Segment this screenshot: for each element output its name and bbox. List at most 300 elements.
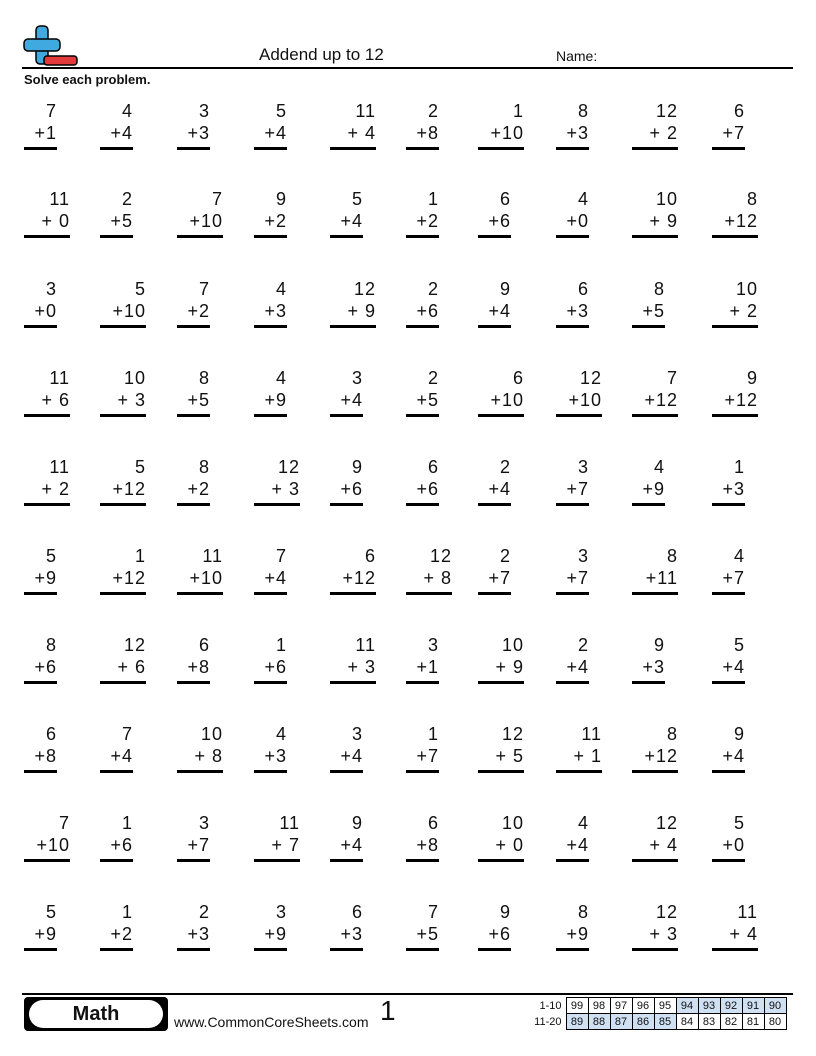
bottom-addend: +4 bbox=[722, 657, 745, 677]
bottom-addend: +11 bbox=[645, 568, 678, 588]
answer-line bbox=[177, 147, 210, 150]
answer-line bbox=[632, 235, 678, 238]
answer-line bbox=[556, 681, 589, 684]
problem bbox=[24, 545, 57, 589]
top-addend: 5 bbox=[45, 546, 57, 566]
score-key-cell: 98 bbox=[588, 998, 610, 1014]
problem bbox=[712, 367, 758, 411]
top-addend: 8 bbox=[198, 457, 210, 477]
answer-line bbox=[177, 235, 223, 238]
problem bbox=[254, 100, 287, 144]
top-addend: 3 bbox=[198, 813, 210, 833]
answer-line bbox=[712, 681, 745, 684]
answer-line bbox=[177, 503, 210, 506]
top-addend: 6 bbox=[577, 279, 589, 299]
answer-line bbox=[24, 147, 57, 150]
answer-line bbox=[24, 592, 57, 595]
problem bbox=[556, 100, 589, 144]
problem bbox=[330, 100, 376, 144]
top-addend: 11 bbox=[49, 368, 70, 388]
answer-line bbox=[254, 592, 287, 595]
problem bbox=[24, 367, 70, 411]
problem bbox=[712, 545, 745, 589]
top-addend: 11 bbox=[202, 546, 223, 566]
top-addend: 12 bbox=[429, 546, 452, 566]
bottom-addend: +6 bbox=[110, 835, 133, 855]
problem bbox=[330, 901, 363, 945]
bottom-addend: +5 bbox=[110, 211, 133, 231]
problem bbox=[100, 367, 146, 411]
top-addend: 8 bbox=[653, 279, 665, 299]
answer-line bbox=[100, 770, 133, 773]
bottom-addend: +6 bbox=[416, 479, 439, 499]
answer-line bbox=[632, 770, 678, 773]
problem bbox=[177, 188, 223, 232]
bottom-addend: +2 bbox=[187, 301, 210, 321]
answer-line bbox=[254, 503, 300, 506]
problem bbox=[406, 188, 439, 232]
top-addend: 2 bbox=[427, 279, 439, 299]
top-addend: 6 bbox=[198, 635, 210, 655]
bottom-addend: +5 bbox=[642, 301, 665, 321]
bottom-addend: +4 bbox=[340, 211, 363, 231]
problem bbox=[406, 723, 439, 767]
bottom-addend: +6 bbox=[416, 301, 439, 321]
problem bbox=[177, 278, 210, 322]
problem bbox=[177, 545, 223, 589]
bottom-addend: +4 bbox=[566, 835, 589, 855]
problem bbox=[100, 456, 146, 500]
problem bbox=[330, 278, 376, 322]
top-addend: 7 bbox=[58, 813, 70, 833]
bottom-addend: +0 bbox=[566, 211, 589, 231]
top-addend: 10 bbox=[123, 368, 146, 388]
bottom-addend: +1 bbox=[416, 657, 439, 677]
top-addend: 2 bbox=[499, 457, 511, 477]
bottom-addend: +3 bbox=[187, 123, 210, 143]
bottom-addend: + 2 bbox=[729, 301, 758, 321]
top-addend: 3 bbox=[45, 279, 57, 299]
score-key-cell: 87 bbox=[610, 1014, 632, 1030]
bottom-addend: +2 bbox=[264, 211, 287, 231]
answer-line bbox=[712, 770, 745, 773]
problem bbox=[556, 545, 589, 589]
problem bbox=[406, 367, 439, 411]
answer-line bbox=[24, 414, 70, 417]
answer-line bbox=[632, 503, 665, 506]
bottom-addend: +8 bbox=[34, 746, 57, 766]
page-number: 1 bbox=[380, 995, 396, 1026]
bottom-addend: + 9 bbox=[495, 657, 524, 677]
answer-line bbox=[712, 147, 745, 150]
bottom-addend: + 7 bbox=[271, 835, 300, 855]
score-key-range: 11-20 bbox=[534, 1015, 562, 1028]
bottom-addend: + 0 bbox=[495, 835, 524, 855]
problem bbox=[254, 634, 287, 678]
top-addend: 10 bbox=[200, 724, 223, 744]
bottom-addend: + 4 bbox=[729, 924, 758, 944]
answer-line bbox=[330, 147, 376, 150]
top-addend: 8 bbox=[577, 902, 589, 922]
problem bbox=[406, 634, 439, 678]
top-addend: 4 bbox=[275, 368, 287, 388]
problem bbox=[24, 278, 57, 322]
problem bbox=[254, 456, 300, 500]
problem bbox=[478, 188, 511, 232]
problem bbox=[254, 545, 287, 589]
top-addend: 8 bbox=[746, 189, 758, 209]
bottom-addend: +7 bbox=[566, 479, 589, 499]
bottom-addend: +5 bbox=[416, 924, 439, 944]
problem bbox=[24, 723, 57, 767]
top-addend: 2 bbox=[577, 635, 589, 655]
top-addend: 11 bbox=[49, 189, 70, 209]
bottom-addend: + 2 bbox=[41, 479, 70, 499]
problem bbox=[712, 901, 758, 945]
answer-line bbox=[632, 325, 665, 328]
answer-line bbox=[556, 414, 602, 417]
top-addend: 3 bbox=[198, 101, 210, 121]
answer-line bbox=[24, 948, 57, 951]
top-addend: 4 bbox=[653, 457, 665, 477]
score-key-cell: 89 bbox=[566, 1014, 588, 1030]
top-addend: 3 bbox=[427, 635, 439, 655]
problem bbox=[24, 634, 57, 678]
answer-line bbox=[24, 859, 70, 862]
problem bbox=[632, 278, 665, 322]
problem bbox=[556, 901, 589, 945]
bottom-addend: +8 bbox=[416, 835, 439, 855]
answer-line bbox=[24, 503, 70, 506]
top-addend: 9 bbox=[351, 457, 363, 477]
top-addend: 6 bbox=[351, 902, 363, 922]
problem bbox=[632, 901, 678, 945]
bottom-addend: +7 bbox=[416, 746, 439, 766]
bottom-addend: + 2 bbox=[649, 123, 678, 143]
top-addend: 5 bbox=[45, 902, 57, 922]
top-addend: 6 bbox=[512, 368, 524, 388]
problem bbox=[556, 367, 602, 411]
top-addend: 1 bbox=[427, 724, 439, 744]
top-addend: 10 bbox=[655, 189, 678, 209]
top-addend: 3 bbox=[275, 902, 287, 922]
problem bbox=[100, 100, 133, 144]
problem bbox=[478, 100, 524, 144]
problem bbox=[177, 100, 210, 144]
problem bbox=[406, 278, 439, 322]
instructions: Solve each problem. bbox=[24, 72, 151, 87]
bottom-addend: +7 bbox=[722, 568, 745, 588]
bottom-addend: +8 bbox=[187, 657, 210, 677]
bottom-addend: +6 bbox=[34, 657, 57, 677]
top-addend: 3 bbox=[351, 368, 363, 388]
problem bbox=[177, 367, 210, 411]
top-addend: 12 bbox=[655, 101, 678, 121]
bottom-addend: +4 bbox=[340, 390, 363, 410]
bottom-addend: + 3 bbox=[117, 390, 146, 410]
answer-line bbox=[632, 414, 678, 417]
answer-line bbox=[712, 235, 758, 238]
problem bbox=[712, 278, 758, 322]
answer-line bbox=[177, 592, 223, 595]
top-addend: 1 bbox=[121, 813, 133, 833]
answer-line bbox=[254, 948, 287, 951]
bottom-addend: +10 bbox=[36, 835, 70, 855]
top-addend: 8 bbox=[666, 546, 678, 566]
answer-line bbox=[406, 147, 439, 150]
bottom-addend: + 3 bbox=[347, 657, 376, 677]
answer-line bbox=[478, 859, 524, 862]
answer-line bbox=[478, 948, 511, 951]
problem bbox=[254, 723, 287, 767]
answer-line bbox=[100, 948, 133, 951]
problem bbox=[712, 812, 745, 856]
problem bbox=[330, 456, 363, 500]
bottom-addend: +7 bbox=[566, 568, 589, 588]
top-addend: 5 bbox=[733, 635, 745, 655]
bottom-addend: +5 bbox=[187, 390, 210, 410]
answer-line bbox=[712, 414, 758, 417]
bottom-addend: +2 bbox=[110, 924, 133, 944]
top-addend: 12 bbox=[655, 902, 678, 922]
answer-line bbox=[100, 859, 133, 862]
answer-line bbox=[330, 859, 363, 862]
bottom-addend: +8 bbox=[416, 123, 439, 143]
problem bbox=[24, 100, 57, 144]
problem bbox=[632, 188, 678, 232]
bottom-addend: + 9 bbox=[649, 211, 678, 231]
top-addend: 6 bbox=[427, 813, 439, 833]
top-addend: 11 bbox=[49, 457, 70, 477]
answer-line bbox=[406, 859, 439, 862]
score-key-cell: 83 bbox=[698, 1014, 720, 1030]
problem bbox=[100, 901, 133, 945]
top-addend: 2 bbox=[121, 189, 133, 209]
answer-line bbox=[632, 592, 678, 595]
top-addend: 1 bbox=[275, 635, 287, 655]
answer-line bbox=[177, 325, 210, 328]
bottom-addend: +4 bbox=[340, 835, 363, 855]
problem bbox=[632, 634, 665, 678]
problem bbox=[632, 723, 678, 767]
bottom-addend: +1 bbox=[34, 123, 57, 143]
bottom-addend: +10 bbox=[112, 301, 146, 321]
answer-line bbox=[712, 503, 745, 506]
top-addend: 9 bbox=[733, 724, 745, 744]
top-addend: 6 bbox=[427, 457, 439, 477]
problem bbox=[556, 634, 589, 678]
answer-line bbox=[556, 325, 589, 328]
bottom-addend: + 3 bbox=[649, 924, 678, 944]
top-addend: 1 bbox=[134, 546, 146, 566]
answer-line bbox=[254, 770, 287, 773]
bottom-addend: +7 bbox=[187, 835, 210, 855]
answer-line bbox=[24, 235, 70, 238]
problem bbox=[478, 367, 524, 411]
problem bbox=[254, 188, 287, 232]
top-addend: 1 bbox=[733, 457, 745, 477]
problem bbox=[556, 723, 602, 767]
problem bbox=[254, 812, 300, 856]
bottom-addend: +7 bbox=[722, 123, 745, 143]
top-addend: 8 bbox=[198, 368, 210, 388]
top-addend: 10 bbox=[501, 635, 524, 655]
bottom-addend: +6 bbox=[264, 657, 287, 677]
score-key-cell: 97 bbox=[610, 998, 632, 1014]
problem bbox=[100, 278, 146, 322]
score-key-cell: 82 bbox=[720, 1014, 742, 1030]
answer-line bbox=[254, 235, 287, 238]
bottom-addend: +4 bbox=[264, 568, 287, 588]
score-key-row bbox=[528, 998, 786, 1014]
problem bbox=[712, 634, 745, 678]
bottom-addend: +4 bbox=[488, 301, 511, 321]
bottom-addend: +10 bbox=[568, 390, 602, 410]
top-addend: 8 bbox=[45, 635, 57, 655]
answer-line bbox=[406, 681, 439, 684]
top-addend: 7 bbox=[211, 189, 223, 209]
bottom-addend: +12 bbox=[112, 568, 146, 588]
answer-line bbox=[556, 147, 589, 150]
problem bbox=[100, 634, 146, 678]
answer-line bbox=[330, 948, 363, 951]
top-addend: 12 bbox=[579, 368, 602, 388]
answer-line bbox=[254, 414, 287, 417]
answer-line bbox=[478, 503, 511, 506]
score-key-cell: 96 bbox=[632, 998, 654, 1014]
bottom-addend: +9 bbox=[34, 568, 57, 588]
problem bbox=[330, 188, 363, 232]
problem bbox=[177, 901, 210, 945]
answer-line bbox=[556, 592, 589, 595]
bottom-addend: +3 bbox=[566, 123, 589, 143]
top-addend: 8 bbox=[666, 724, 678, 744]
problem bbox=[406, 456, 439, 500]
top-addend: 5 bbox=[733, 813, 745, 833]
score-key-cell: 90 bbox=[764, 998, 786, 1014]
bottom-addend: + 9 bbox=[347, 301, 376, 321]
score-key-table bbox=[528, 997, 787, 1030]
top-addend: 5 bbox=[275, 101, 287, 121]
answer-line bbox=[478, 770, 524, 773]
top-addend: 3 bbox=[577, 457, 589, 477]
problem bbox=[24, 456, 70, 500]
answer-line bbox=[406, 235, 439, 238]
problem bbox=[177, 456, 210, 500]
bottom-addend: +5 bbox=[416, 390, 439, 410]
top-addend: 4 bbox=[121, 101, 133, 121]
bottom-addend: +6 bbox=[340, 479, 363, 499]
answer-line bbox=[100, 592, 146, 595]
problem bbox=[712, 188, 758, 232]
answer-line bbox=[478, 592, 511, 595]
answer-line bbox=[100, 503, 146, 506]
top-addend: 9 bbox=[499, 279, 511, 299]
answer-line bbox=[712, 325, 758, 328]
answer-line bbox=[632, 681, 665, 684]
bottom-addend: +6 bbox=[488, 924, 511, 944]
bottom-addend: +7 bbox=[488, 568, 511, 588]
problem bbox=[478, 901, 511, 945]
top-addend: 6 bbox=[733, 101, 745, 121]
top-addend: 2 bbox=[198, 902, 210, 922]
top-addend: 1 bbox=[121, 902, 133, 922]
problem bbox=[254, 278, 287, 322]
top-addend: 1 bbox=[512, 101, 524, 121]
bottom-addend: +10 bbox=[490, 123, 524, 143]
website-label: www.CommonCoreSheets.com bbox=[174, 1014, 369, 1030]
problem bbox=[556, 456, 589, 500]
problem bbox=[556, 278, 589, 322]
bottom-addend: +9 bbox=[642, 479, 665, 499]
answer-line bbox=[254, 681, 287, 684]
answer-line bbox=[330, 235, 363, 238]
bottom-addend: +9 bbox=[264, 924, 287, 944]
top-addend: 3 bbox=[351, 724, 363, 744]
score-key-cell: 85 bbox=[654, 1014, 676, 1030]
bottom-addend: +12 bbox=[724, 211, 758, 231]
answer-line bbox=[100, 414, 146, 417]
answer-line bbox=[712, 948, 758, 951]
bottom-addend: +12 bbox=[342, 568, 376, 588]
top-addend: 11 bbox=[355, 101, 376, 121]
problem bbox=[556, 188, 589, 232]
answer-line bbox=[330, 503, 363, 506]
bottom-addend: + 0 bbox=[41, 211, 70, 231]
problem bbox=[330, 812, 363, 856]
top-addend: 9 bbox=[746, 368, 758, 388]
bottom-addend: +4 bbox=[722, 746, 745, 766]
score-key-cell: 95 bbox=[654, 998, 676, 1014]
score-key-cell: 88 bbox=[588, 1014, 610, 1030]
answer-line bbox=[712, 859, 745, 862]
answer-line bbox=[330, 592, 376, 595]
answer-line bbox=[406, 325, 439, 328]
bottom-addend: + 6 bbox=[117, 657, 146, 677]
answer-line bbox=[556, 770, 602, 773]
score-key-cell: 99 bbox=[566, 998, 588, 1014]
score-key-cell: 80 bbox=[764, 1014, 786, 1030]
problem bbox=[100, 188, 133, 232]
worksheet-title: Addend up to 12 bbox=[259, 45, 384, 64]
bottom-addend: +4 bbox=[110, 746, 133, 766]
answer-line bbox=[254, 325, 287, 328]
answer-line bbox=[177, 681, 210, 684]
problem bbox=[177, 723, 223, 767]
problem bbox=[254, 901, 287, 945]
answer-line bbox=[177, 414, 210, 417]
answer-line bbox=[556, 235, 589, 238]
top-addend: 12 bbox=[123, 635, 146, 655]
answer-line bbox=[406, 948, 439, 951]
bottom-addend: +4 bbox=[566, 657, 589, 677]
answer-line bbox=[254, 859, 300, 862]
answer-line bbox=[406, 503, 439, 506]
name-label: Name: bbox=[556, 48, 598, 64]
answer-line bbox=[632, 147, 678, 150]
top-addend: 4 bbox=[577, 813, 589, 833]
answer-line bbox=[330, 770, 363, 773]
top-addend: 12 bbox=[353, 279, 376, 299]
top-addend: 11 bbox=[737, 902, 758, 922]
answer-line bbox=[478, 147, 524, 150]
score-key-cell: 92 bbox=[720, 998, 742, 1014]
problem bbox=[712, 100, 745, 144]
answer-line bbox=[330, 414, 363, 417]
bottom-addend: +3 bbox=[264, 746, 287, 766]
problem bbox=[712, 723, 745, 767]
bottom-addend: +3 bbox=[187, 924, 210, 944]
